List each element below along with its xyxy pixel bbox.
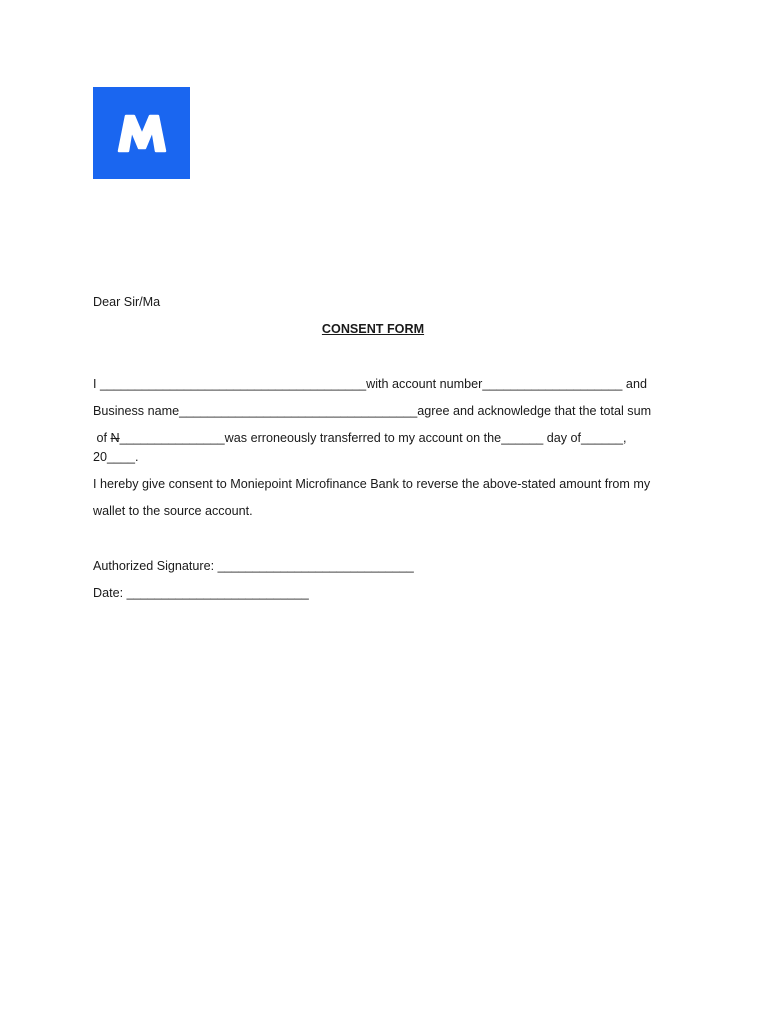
- body-line-consent: I hereby give consent to Moniepoint Microfinance Bank to reverse the above-stated amount from my: [93, 477, 651, 491]
- body-line-business-name: Business name__________________________________agree and acknowledge that the total sum: [93, 404, 652, 418]
- body-line-year: 20____.: [93, 450, 139, 464]
- date-field: Date: __________________________: [93, 586, 309, 600]
- logo-m-icon: [115, 111, 169, 155]
- authorized-signature-field: Authorized Signature: ____________________________: [93, 559, 414, 573]
- amount-suffix: _______________was erroneously transferred to my account on the______ day of______,: [119, 431, 627, 445]
- amount-prefix: of: [93, 431, 111, 445]
- moniepoint-logo: [93, 87, 190, 179]
- body-line-source-account: wallet to the source account.: [93, 504, 253, 518]
- salutation: Dear Sir/Ma: [93, 295, 161, 309]
- body-line-amount: [93, 430, 627, 446]
- naira-symbol: N: [110, 431, 120, 445]
- form-title: CONSENT FORM: [321, 322, 425, 336]
- body-line-name-account: I ______________________________________with account number____________________ and: [93, 377, 647, 391]
